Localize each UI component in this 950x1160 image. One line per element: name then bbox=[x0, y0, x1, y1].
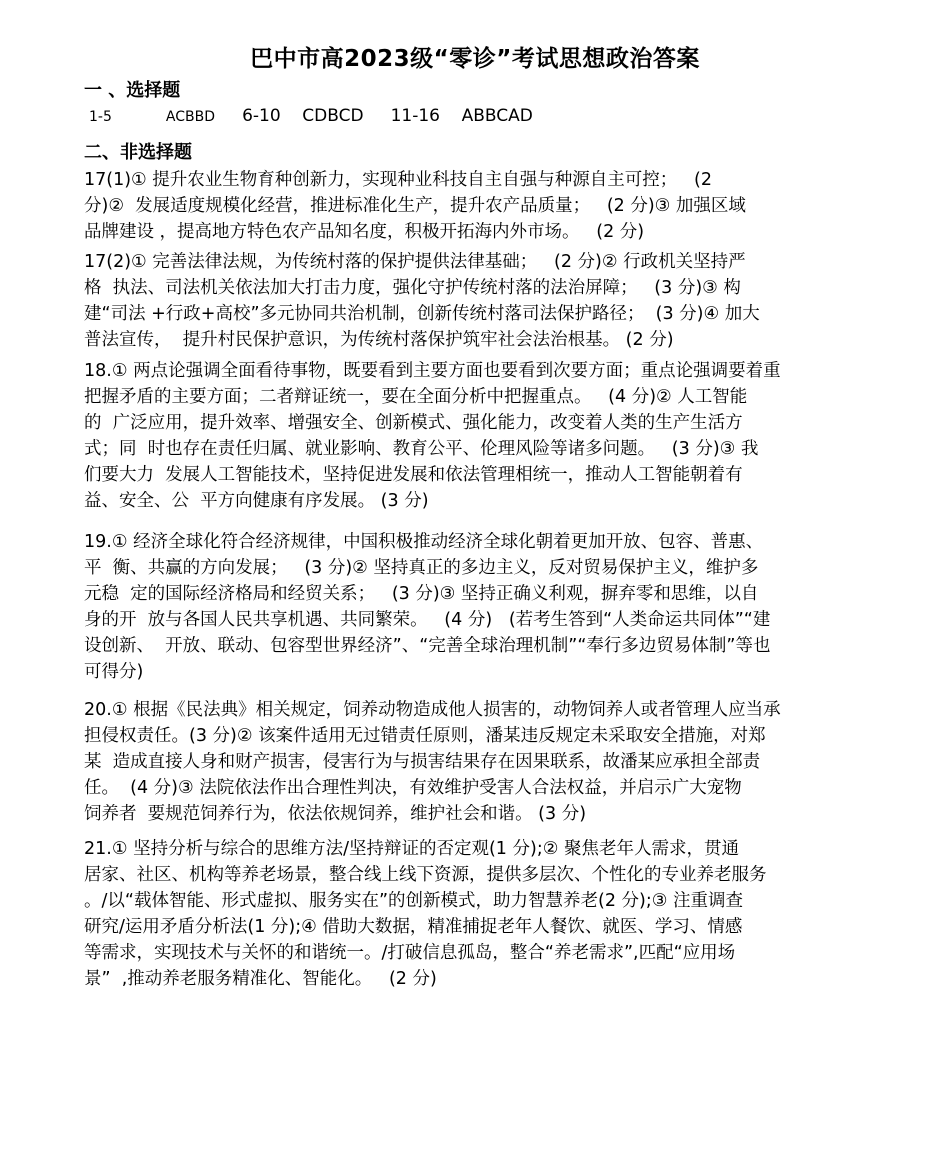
answer-line: 普法宣传， 提升村民保护意识，为传统村落保护筑牢社会法治根基。 (2 分) bbox=[84, 330, 674, 350]
answer-line: 饲养者 要规范饲养行为，依法依规饲养，维护社会和谐。 (3 分) bbox=[84, 804, 587, 824]
answer-line: 设创新、 开放、联动、包容型世界经济”、“完善全球治理机制”“奉行多边贸易体制”等也 bbox=[84, 636, 771, 656]
answer-line: 格 执法、司法机关依法加大打击力度，强化守护传统村落的法治屏障； (3 分)③ 构 bbox=[84, 278, 741, 298]
answer-line: 某 造成直接人身和财产损害，侵害行为与损害结果存在因果联系，故潘某应承担全部责 bbox=[84, 752, 761, 772]
answer-line: 元稳 定的国际经济格局和经贸关系； (3 分)③ 坚持正确义利观，摒弃零和思维，以自 bbox=[84, 584, 759, 604]
answer-line: 平 衡、共赢的方向发展； (3 分)② 坚持真正的多边主义，反对贸易保护主义，维护多 bbox=[84, 558, 759, 578]
answer-line: 21.① 坚持分析与综合的思维方法/坚持辩证的否定观(1 分);② 聚焦老年人需求，贯通 bbox=[84, 839, 739, 859]
choice-range-1-5: 1-5 bbox=[89, 109, 112, 125]
choice-answers-1-5: ACBBD bbox=[165, 109, 216, 125]
answer-line: 们要大力 发展人工智能技术，坚持促进发展和依法管理相统一，推动人工智能朝着有 bbox=[84, 465, 743, 485]
choice-answers-6-16: 6-10 CDBCD 11-16 ABBCAD bbox=[242, 106, 533, 126]
answer-line: 研究/运用矛盾分析法(1 分);④ 借助大数据，精准捕捉老年人餐饮、就医、学习、情感 bbox=[84, 917, 743, 937]
answer-line: 17(1)① 提升农业生物育种创新力，实现种业科技自主自强与种源自主可控； (2 bbox=[84, 170, 712, 190]
answer-line: 20.① 根据《民法典》相关规定，饲养动物造成他人损害的，动物饲养人或者管理人应当承 bbox=[84, 700, 781, 720]
answer-line: 景” ,推动养老服务精准化、智能化。 (2 分) bbox=[84, 969, 437, 989]
answer-17-2 bbox=[84, 249, 874, 353]
answer-line: 。/以“载体智能、形式虚拟、服务实在”的创新模式，助力智慧养老(2 分);③ 注重调查 bbox=[84, 891, 744, 911]
answer-line: 担侵权责任。(3 分)② 该案件适用无过错责任原则，潘某违反规定未采取安全措施，对郑 bbox=[84, 726, 766, 746]
answer-line: 分)② 发展适度规模化经营，推进标准化生产，提升农产品质量； (2 分)③ 加强区域 bbox=[84, 196, 746, 216]
answer-17-1 bbox=[84, 167, 874, 245]
page-title: 巴中市高2023级“零诊”考试思想政治答案 bbox=[250, 46, 700, 72]
answer-line: 等需求，实现技术与关怀的和谐统一。/打破信息孤岛，整合“养老需求”,匹配“应用场 bbox=[84, 943, 736, 963]
answer-18 bbox=[84, 358, 874, 514]
answer-line: 身的开 放与各国人民共享机遇、共同繁荣。 (4 分) (若考生答到“人类命运共同体”“建 bbox=[84, 610, 771, 630]
answer-line: 把握矛盾的主要方面；二者辩证统一，要在全面分析中把握重点。 (4 分)② 人工智能 bbox=[84, 387, 748, 407]
answer-19 bbox=[84, 529, 874, 685]
answer-20 bbox=[84, 697, 874, 827]
answer-line: 居家、社区、机构等养老场景，整合线上线下资源，提供多层次、个性化的专业养老服务 bbox=[84, 865, 767, 885]
answer-line: 品牌建设 ，提高地方特色农产品知名度，积极开拓海内外市场。 (2 分) bbox=[84, 222, 645, 242]
answer-line: 17(2)① 完善法律法规，为传统村落的保护提供法律基础； (2 分)② 行政机关坚持严 bbox=[84, 252, 746, 272]
answer-line: 建“司法 +行政+高校”多元协同共治机制，创新传统村落司法保护路径； (3 分)④ 加大 bbox=[84, 304, 760, 324]
answer-line: 18.① 两点论强调全面看待事物，既要看到主要方面也要看到次要方面；重点论强调要着重 bbox=[84, 361, 781, 381]
answer-line: 任。 (4 分)③ 法院依法作出合理性判决，有效维护受害人合法权益，并启示广大宠物 bbox=[84, 778, 742, 798]
answer-line: 式；同 时也存在责任归属、就业影响、教育公平、伦理风险等诸多问题。 (3 分)③ 我 bbox=[84, 439, 759, 459]
answer-21 bbox=[84, 836, 874, 992]
section-heading-choice: 一 、选择题 bbox=[84, 80, 181, 101]
choice-answers bbox=[89, 106, 533, 126]
answer-line: 可得分) bbox=[84, 662, 144, 682]
section-heading-nonchoice: 二、非选择题 bbox=[84, 142, 192, 163]
answer-line: 益、安全、公 平方向健康有序发展。 (3 分) bbox=[84, 491, 429, 511]
answer-line: 的 广泛应用，提升效率、增强安全、创新模式、强化能力，改变着人类的生产生活方 bbox=[84, 413, 743, 433]
answer-line: 19.① 经济全球化符合经济规律，中国积极推动经济全球化朝着更加开放、包容、普惠、 bbox=[84, 532, 764, 552]
